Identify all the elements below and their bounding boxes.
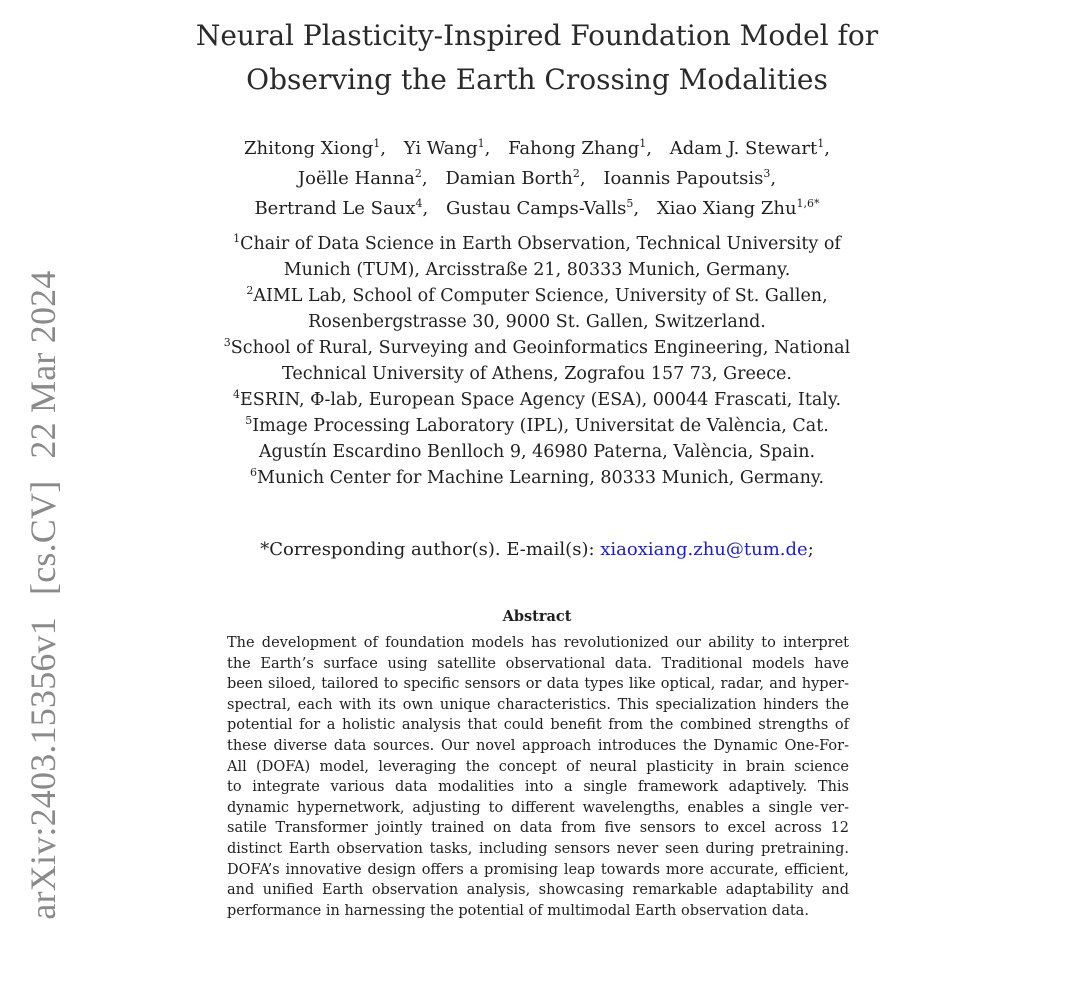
abstract-line: satile Transformer jointly trained on data from five sensors to excel across 12 [227, 820, 849, 837]
author-affiliation-mark: 1,6* [796, 197, 820, 210]
author-name: Xiao Xiang Zhu [656, 198, 797, 219]
corresponding-author-note [120, 536, 954, 564]
author-affiliation-mark: 1 [373, 137, 381, 150]
author: Zhitong Xiong$^1$, [244, 137, 387, 159]
author-name: Adam J. Stewart [669, 138, 818, 159]
affiliation: $^5$Image Processing Laboratory (IPL), Universitat de València, Cat. [245, 414, 829, 436]
author-affiliation-mark: 1 [477, 137, 485, 150]
abstract-line: potential for a holistic analysis that could benefit from the combined strengths of [227, 717, 849, 734]
author-affiliation-mark: 1 [639, 137, 647, 150]
author-name: Ioannis Papoutsis [603, 168, 764, 189]
arxiv-category: [cs.CV] [23, 480, 63, 595]
author [657, 198, 820, 219]
author: Damian Borth$^2$, [445, 167, 586, 189]
author: Ioannis Papoutsis$^3$, [603, 167, 777, 189]
affiliation-continuation: Munich (TUM), Arcisstraße 21, 80333 Munich, Germany. [283, 260, 791, 280]
abstract-line: the Earth’s surface using satellite observational data. Traditional models have [227, 655, 849, 672]
affiliation-list [120, 231, 954, 491]
author-line [120, 194, 954, 224]
affiliation-continuation: Rosenbergstrasse 30, 9000 St. Gallen, Switzerland. [308, 312, 766, 332]
abstract-line: The development of foundation models has revolutionized our ability to interpret [227, 635, 849, 651]
affiliation: $^1$Chair of Data Science in Earth Observation, Technical University of [233, 232, 841, 254]
author-name: Yi Wang [403, 138, 478, 159]
abstract-line: spectral, each with its own unique characteristics. This specialization hinders the [227, 696, 849, 713]
author: Fahong Zhang$^1$, [508, 137, 653, 159]
affiliation: $^3$School of Rural, Surveying and Geoinformatics Engineering, National [223, 336, 851, 358]
affiliation-mark: 2 [246, 284, 254, 298]
author-line [120, 164, 954, 194]
corresponding-label: *Corresponding author(s). E-mail(s): [260, 539, 595, 560]
author-name: Joëlle Hanna [297, 168, 415, 189]
author-affiliation-mark: 4 [415, 197, 423, 210]
author-affiliation-mark: 5 [626, 197, 634, 210]
arxiv-id: arXiv:2403.15356v1 [23, 616, 63, 920]
author-list [120, 134, 954, 224]
author-affiliation-mark: 2 [572, 167, 580, 180]
author-name: Fahong Zhang [508, 138, 640, 159]
abstract-line: and unified Earth observation analysis, showcasing remarkable adaptability and [227, 882, 849, 899]
abstract-line: these diverse data sources. Our novel approach introduces the Dynamic One-For- [227, 737, 849, 754]
author: Bertrand Le Saux$^4$, [254, 197, 429, 219]
email-link[interactable]: xiaoxiang.zhu@tum.de [600, 539, 808, 560]
arxiv-sidebar-stamp [22, 270, 64, 919]
abstract-line: performance in harnessing the potential of multimodal Earth observation data. [227, 902, 809, 919]
paper-title [120, 14, 954, 102]
affiliation: $^2$AIML Lab, School of Computer Science, University of St. Gallen, [246, 284, 828, 306]
abstract-body [227, 633, 849, 921]
affiliation-mark: 1 [233, 232, 241, 246]
author-name: Gustau Camps-Valls [445, 198, 627, 219]
author: Joëlle Hanna$^2$, [297, 167, 428, 189]
arxiv-date: 22 Mar 2024 [23, 270, 63, 459]
abstract-line: distinct Earth observation tasks, including sensors never seen during pretraining. [227, 840, 849, 857]
author-affiliation-mark: 3 [763, 167, 771, 180]
affiliation-mark: 5 [245, 414, 253, 428]
author-name: Zhitong Xiong [244, 138, 374, 159]
affiliation: $^4$ESRIN, Φ-lab, European Space Agency (ESA), 00044 Frascati, Italy. [232, 388, 842, 410]
affiliation-mark: 6 [249, 466, 257, 480]
author: Yi Wang$^1$, [403, 137, 491, 159]
author: Adam J. Stewart$^1$, [669, 137, 830, 159]
abstract-line: dynamic hypernetwork, adjusting to different wavelengths, enables a single ver- [227, 799, 849, 816]
affiliation-continuation: Technical University of Athens, Zografou 157 73, Greece. [282, 364, 792, 384]
abstract-line: to integrate various data modalities into a single framework adaptively. This [227, 779, 849, 796]
affiliation: $^6$Munich Center for Machine Learning, 80333 Munich, Germany. [249, 466, 825, 488]
author: Gustau Camps-Valls$^5$, [445, 197, 640, 219]
abstract-line: All (DOFA) model, leveraging the concept of neural plasticity in brain science [227, 758, 849, 775]
author-affiliation-mark: 1 [817, 137, 825, 150]
affiliation-mark: 3 [223, 336, 231, 350]
author-name: Damian Borth [445, 168, 573, 189]
corresponding-suffix: ; [807, 539, 814, 560]
affiliation-continuation: Agustín Escardino Benlloch 9, 46980 Paterna, València, Spain. [258, 442, 816, 462]
abstract-line: DOFA’s innovative design offers a promising leap towards more accurate, efficient, [227, 861, 849, 878]
affiliation-mark: 4 [232, 388, 240, 402]
abstract-line: been siloed, tailored to specific sensors or data types like optical, radar, and hyper- [227, 676, 849, 693]
title-line-1: Neural Plasticity-Inspired Foundation Model for [195, 19, 879, 52]
abstract-heading: Abstract [502, 608, 572, 625]
author-name: Bertrand Le Saux [254, 198, 416, 219]
title-line-2: Observing the Earth Crossing Modalities [246, 63, 828, 96]
author-line [120, 134, 954, 164]
author-affiliation-mark: 2 [414, 167, 422, 180]
